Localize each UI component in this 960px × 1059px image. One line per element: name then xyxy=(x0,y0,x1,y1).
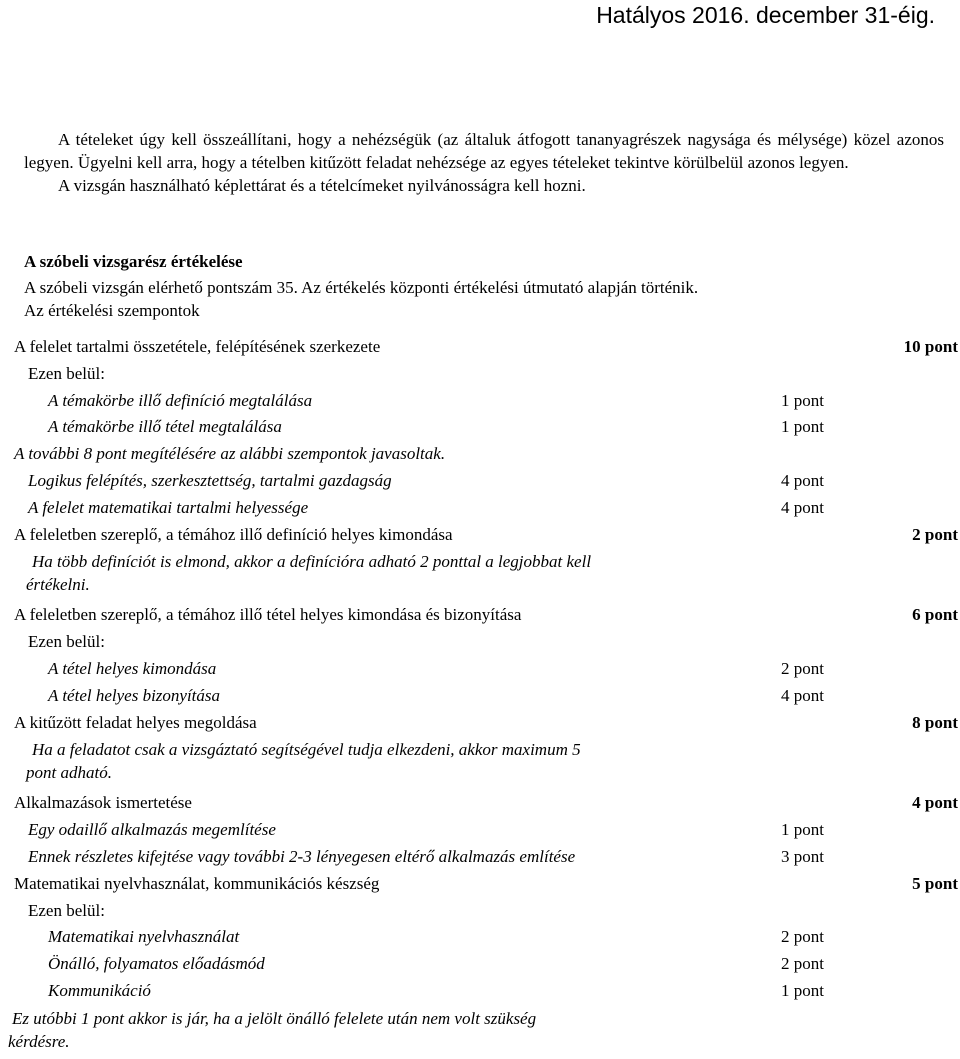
note-line: kérdésre. xyxy=(8,1031,70,1051)
criterion-text: A kitűzött feladat helyes megoldása xyxy=(14,712,257,732)
criterion-text: Alkalmazások ismertetése xyxy=(14,793,192,813)
subcriterion-points: 4 pont xyxy=(781,685,824,705)
note-text: A további 8 pont megítélésére az alábbi szempontok javasoltak. xyxy=(14,444,446,464)
subcriterion-points: 1 pont xyxy=(781,980,824,1000)
note-line: Ez utóbbi 1 pont akkor is jár, ha a jelölt önálló felelete után nem volt szükség xyxy=(12,1008,537,1028)
criterion-text: A felelet tartalmi összetétele, felépítésének szerkezete xyxy=(14,337,381,356)
criterion-row xyxy=(0,871,960,898)
note-line: Ha a feladatot csak a vizsgáztató segítségével tudja elkezdeni, akkor maximum 5 xyxy=(32,740,581,760)
subcriterion-text: A felelet matematikai tartalmi helyessége xyxy=(28,497,309,517)
subcriterion-row xyxy=(0,495,960,522)
subcriterion-points: 1 pont xyxy=(781,417,824,437)
subcriterion-text: A tétel helyes bizonyítása xyxy=(48,685,221,705)
intro-paragraph-1: A tételeket úgy kell összeállítani, hogy a nehézségük (az általuk átfogott tananyagrészek nagysága és mélysége) közel azonos legyen. Ügyelni kell arra, hogy a tételben kitűzött feladat nehézsége az egyes tételeket tekintve körülbelül azonos legyen. xyxy=(24,130,944,172)
subcriterion-text: Logikus felépítés, szerkesztettség, tartalmi gazdagság xyxy=(28,470,392,490)
subcriterion-points: 2 pont xyxy=(781,954,824,974)
note-line: értékelni. xyxy=(26,575,90,595)
subcriterion-text: Kommunikáció xyxy=(48,980,151,1000)
subcriterion-row xyxy=(0,978,960,1005)
subcriterion-text: Egy odaillő alkalmazás megemlítése xyxy=(28,820,276,840)
criterion-row xyxy=(0,334,960,361)
within-label: Ezen belül: xyxy=(28,632,105,652)
criterion-note xyxy=(0,736,706,790)
section-score-text: A szóbeli vizsgán elérhető pontszám 35. Az értékelés központi értékelési útmutató alapján történik. xyxy=(24,278,699,297)
criterion-row xyxy=(0,602,960,629)
subcriterion-text: A témakörbe illő tétel megtalálása xyxy=(48,417,282,437)
subcriterion-row xyxy=(0,388,960,415)
subcriterion-points: 2 pont xyxy=(781,927,824,947)
note-line: Ha több definíciót is elmond, akkor a definícióra adható 2 ponttal a legjobbat kell xyxy=(32,552,592,572)
within-label-row xyxy=(0,361,960,388)
subcriterion-row xyxy=(0,844,960,871)
criterion-points: 2 pont xyxy=(912,524,958,544)
note-row xyxy=(0,441,960,468)
subcriterion-row xyxy=(0,924,960,951)
subcriterion-row xyxy=(0,817,960,844)
criterion-text: A feleletben szereplő, a témához illő definíció helyes kimondása xyxy=(14,524,453,544)
intro-paragraph-2: A vizsgán használható képlettárat és a tételcímeket nyilvánosságra kell hozni. xyxy=(58,176,586,195)
within-label-row xyxy=(0,629,960,656)
subcriterion-points: 4 pont xyxy=(781,497,824,517)
subcriterion-text: A tétel helyes kimondása xyxy=(48,658,217,678)
criterion-points: 6 pont xyxy=(912,605,958,625)
subcriterion-text: Matematikai nyelvhasználat xyxy=(48,927,240,947)
subcriterion-text: Ennek részletes kifejtése vagy további 2-3 lényegesen eltérő alkalmazás említése xyxy=(28,846,576,866)
subcriterion-row xyxy=(0,656,960,683)
validity-header: Hatályos 2016. december 31-éig. xyxy=(596,2,935,28)
subcriterion-row xyxy=(0,683,960,710)
section-criteria-heading: Az értékelési szempontok xyxy=(24,301,200,320)
criterion-text: Matematikai nyelvhasználat, kommunikációs készség xyxy=(14,873,380,893)
subcriterion-row xyxy=(0,468,960,495)
section-title: A szóbeli vizsgarész értékelése xyxy=(24,252,243,271)
criterion-row xyxy=(0,710,960,737)
subcriterion-points: 2 pont xyxy=(781,658,824,678)
within-label-row xyxy=(0,898,960,925)
subcriterion-points: 4 pont xyxy=(781,470,824,490)
criterion-text: A feleletben szereplő, a témához illő tétel helyes kimondása és bizonyítása xyxy=(14,605,522,625)
within-label: Ezen belül: xyxy=(28,363,105,383)
subcriterion-row xyxy=(0,951,960,978)
criterion-note xyxy=(0,548,706,602)
criterion-row xyxy=(0,790,960,817)
subcriterion-row xyxy=(0,414,960,441)
criteria-list xyxy=(0,334,960,1059)
criterion-points: 10 pont xyxy=(903,337,958,356)
subcriterion-text: A témakörbe illő definíció megtalálása xyxy=(48,390,313,410)
subcriterion-points: 1 pont xyxy=(781,390,824,410)
subcriterion-points: 3 pont xyxy=(781,846,824,866)
note-line: pont adható. xyxy=(26,763,112,783)
within-label: Ezen belül: xyxy=(28,900,105,920)
criterion-row xyxy=(0,522,960,549)
criterion-points: 5 pont xyxy=(912,873,958,893)
intro-text xyxy=(24,128,944,197)
criterion-points: 8 pont xyxy=(912,712,958,732)
subcriterion-text: Önálló, folyamatos előadásmód xyxy=(48,954,265,974)
criterion-note xyxy=(0,1005,668,1059)
criterion-points: 4 pont xyxy=(912,793,958,813)
subcriterion-points: 1 pont xyxy=(781,820,824,840)
